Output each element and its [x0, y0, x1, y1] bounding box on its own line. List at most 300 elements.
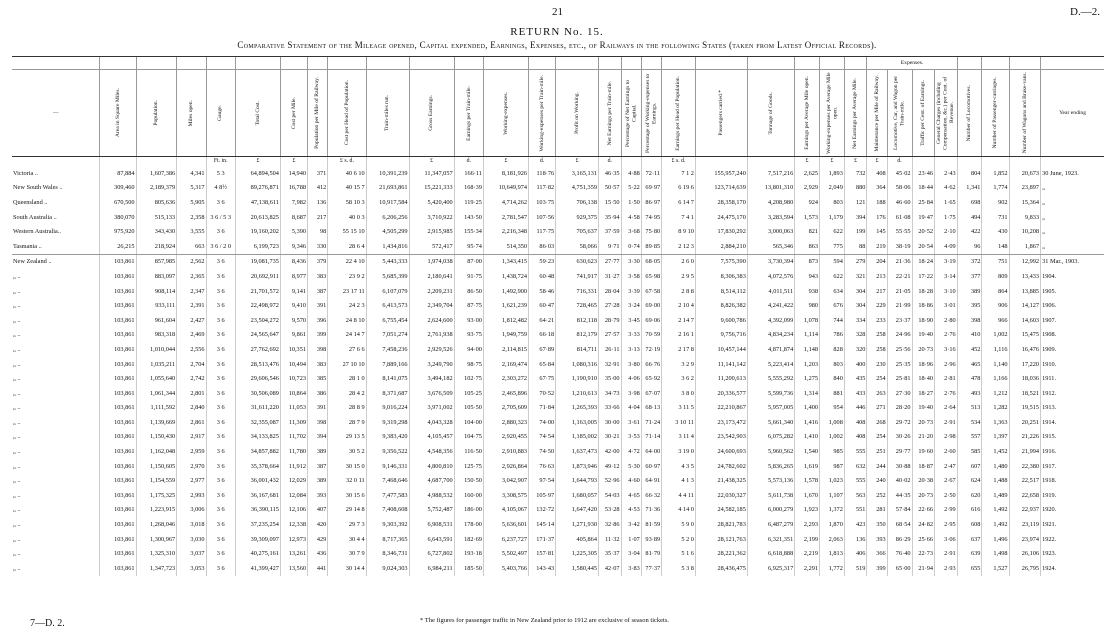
table-cell: 1,867: [1009, 239, 1041, 254]
table-cell: „: [1041, 181, 1104, 196]
group-spacer: [695, 57, 747, 70]
column-header: General Charges (including Compensation, &c.) per Cent. of Revenue.: [935, 70, 958, 157]
table-cell: 2,427: [177, 313, 206, 328]
table-cell: 16,476: [1009, 342, 1041, 357]
table-cell: 21·36: [887, 254, 912, 269]
table-cell: 67·75: [529, 371, 556, 386]
table-cell: 961,604: [136, 313, 177, 328]
table-cell: 22·73: [912, 546, 935, 561]
table-cell: 430: [982, 224, 1009, 239]
table-cell: 23,504,272: [235, 313, 280, 328]
table-cell: 36,167,681: [235, 488, 280, 503]
table-cell: 1910.: [1041, 357, 1104, 372]
table-cell: 28 1 0: [328, 371, 366, 386]
unit-cell: [621, 157, 641, 167]
table-cell: 27 6 6: [328, 342, 366, 357]
table-cell: 751: [982, 254, 1009, 269]
table-cell: 81·59: [641, 517, 661, 532]
table-cell: 1,573: [795, 210, 820, 225]
table-cell: 9,570: [280, 313, 307, 328]
table-cell: 6,908,531: [409, 517, 454, 532]
table-cell: 1,893: [820, 166, 845, 181]
table-cell: 33·66: [598, 401, 621, 416]
table-cell: 69·06: [641, 313, 661, 328]
table-cell: 35·94: [598, 210, 621, 225]
unit-cell: [177, 157, 206, 167]
table-cell: 268: [867, 415, 887, 430]
table-cell: 1,434,816: [366, 239, 409, 254]
table-cell: 966: [982, 313, 1009, 328]
table-cell: 96: [957, 239, 982, 254]
table-cell: 53·28: [598, 503, 621, 518]
table-cell: 565,346: [747, 239, 794, 254]
table-cell: 3,308,575: [483, 488, 528, 503]
table-row: [12, 195, 1104, 210]
table-cell: 28 7 9: [328, 415, 366, 430]
table-cell: 68·13: [641, 401, 661, 416]
group-spacer: [598, 57, 621, 70]
table-cell: 933,111: [136, 298, 177, 313]
state-name-cell: New Zealand ..: [13, 258, 52, 266]
column-header: Earnings per Train-mile.: [454, 70, 483, 157]
table-cell: 1,870: [820, 517, 845, 532]
table-cell: 705,637: [556, 224, 599, 239]
table-cell: 3 6 / 2 0: [206, 239, 235, 254]
table-cell: 321: [844, 269, 867, 284]
table-cell: 103,861: [100, 488, 136, 503]
railway-comparison-table: [12, 56, 1104, 576]
table-cell: 1,008: [820, 415, 845, 430]
table-cell: 20,613,825: [235, 210, 280, 225]
table-cell: 25·84: [912, 195, 935, 210]
table-cell: 902: [982, 195, 1009, 210]
table-row: [12, 561, 1104, 576]
table-cell: 2,556: [177, 342, 206, 357]
table-cell: 4,241,422: [747, 298, 794, 313]
table-cell: 389: [308, 444, 328, 459]
table-cell: 22·66: [912, 503, 935, 518]
table-cell: 40 0 3: [328, 210, 366, 225]
table-cell: 744: [820, 313, 845, 328]
table-cell: 150·50: [454, 473, 483, 488]
column-header: Population.: [136, 70, 177, 157]
table-cell: 72·11: [641, 166, 661, 181]
table-cell: 103,861: [100, 386, 136, 401]
unit-cell: d.: [887, 157, 912, 167]
table-cell: 12,973: [280, 532, 307, 547]
table-cell: 12,992: [1009, 254, 1041, 269]
table-cell: 121: [844, 195, 867, 210]
table-cell: 4,751,359: [556, 181, 599, 196]
table-cell: 6,237,727: [483, 532, 528, 547]
table-cell: 2,742: [177, 371, 206, 386]
table-cell: 1908.: [1041, 328, 1104, 343]
table-cell: 655: [957, 561, 982, 576]
table-cell: 46·60: [887, 195, 912, 210]
table-row: [12, 313, 1104, 328]
table-cell: 1,179: [820, 210, 845, 225]
column-header: Earnings per Average Mile open.: [795, 70, 820, 157]
table-cell: 6,206,256: [366, 210, 409, 225]
table-cell: 9,146,331: [366, 459, 409, 474]
table-cell: 20·54: [912, 239, 935, 254]
table-cell: 94·00: [454, 342, 483, 357]
table-cell: 74·54: [529, 430, 556, 445]
table-cell: 2,391: [177, 298, 206, 313]
table-cell: 119·25: [454, 195, 483, 210]
table-cell: 3·53: [621, 430, 641, 445]
table-cell: 732: [844, 166, 867, 181]
table-cell: 8,306,383: [695, 269, 747, 284]
table-cell: 35·37: [598, 546, 621, 561]
table-cell: 2,199: [795, 532, 820, 547]
table-cell: 1919.: [1041, 488, 1104, 503]
table-cell: 21·20: [912, 430, 935, 445]
table-cell: 2,917: [177, 430, 206, 445]
table-cell: 3 6: [206, 328, 235, 343]
table-cell: 60·97: [641, 459, 661, 474]
table-cell: 40 15 7: [328, 181, 366, 196]
table-cell: 408: [867, 166, 887, 181]
table-cell: 29 7 3: [328, 517, 366, 532]
table-cell: 563: [844, 488, 867, 503]
group-spacer: [280, 57, 307, 70]
table-cell: 2·91: [935, 415, 958, 430]
table-cell: 2,920,455: [483, 430, 528, 445]
table-cell: 607: [957, 459, 982, 474]
table-cell: 8,826,382: [695, 298, 747, 313]
table-cell: 258: [867, 328, 887, 343]
table-cell: 18,521: [1009, 386, 1041, 401]
table-cell: 50·57: [598, 181, 621, 196]
table-cell: 23 9 2: [328, 269, 366, 284]
table-cell: 3·98: [621, 386, 641, 401]
table-cell: 1,492: [982, 517, 1009, 532]
table-cell: 2,840: [177, 401, 206, 416]
table-cell: 3,018: [177, 517, 206, 532]
table-cell: 5,317: [177, 181, 206, 196]
table-cell: 2,303,272: [483, 371, 528, 386]
table-cell: 1,162,048: [136, 444, 177, 459]
table-cell: 29 14 8: [328, 503, 366, 518]
table-cell: 27,762,692: [235, 342, 280, 357]
table-cell: 3 6: [206, 371, 235, 386]
table-cell: 412: [308, 181, 328, 196]
group-spacer: [136, 57, 177, 70]
table-cell: 1,150,430: [136, 430, 177, 445]
table-cell: 36,390,115: [235, 503, 280, 518]
table-cell: 1,372: [820, 503, 845, 518]
table-cell: 3,494,182: [409, 371, 454, 386]
table-cell: 5·22: [621, 181, 641, 196]
state-name-cell: „ ..: [13, 448, 21, 456]
table-cell: 2·76: [935, 386, 958, 401]
table-cell: 1,774: [982, 181, 1009, 196]
page-code: D.—2.: [1070, 6, 1100, 18]
table-cell: 3,710,922: [409, 210, 454, 225]
table-cell: 25·81: [887, 371, 912, 386]
table-cell: 28,221,362: [695, 546, 747, 561]
table-cell: 65·98: [641, 269, 661, 284]
table-cell: 26,215: [100, 239, 136, 254]
table-cell: 1,325,310: [136, 546, 177, 561]
table-cell: 30 June, 1923.: [1041, 166, 1104, 181]
table-cell: 49·12: [598, 459, 621, 474]
table-cell: 594: [820, 254, 845, 269]
group-spacer: [100, 57, 136, 70]
table-cell: 145·14: [529, 517, 556, 532]
table-cell: 64,894,504: [235, 166, 280, 181]
table-cell: 4·65: [621, 488, 641, 503]
column-header: Maintenance per Mile of Railway.: [867, 70, 887, 157]
table-cell: 9,600,786: [695, 313, 747, 328]
table-cell: 1923.: [1041, 546, 1104, 561]
table-cell: 3 6 2: [662, 371, 696, 386]
table-cell: 2,915,985: [409, 224, 454, 239]
table-cell: 102·75: [454, 371, 483, 386]
table-cell: 1,111,592: [136, 401, 177, 416]
table-cell: 515,133: [136, 210, 177, 225]
table-cell: 86·97: [641, 195, 661, 210]
table-cell: 60·47: [529, 298, 556, 313]
table-cell: 3·68: [621, 224, 641, 239]
table-cell: 423: [844, 517, 867, 532]
table-cell: 4·88: [621, 166, 641, 181]
table-cell: 64·21: [529, 313, 556, 328]
table-cell: 1,210,613: [556, 386, 599, 401]
table-cell: 254: [867, 371, 887, 386]
column-header: —: [12, 70, 100, 157]
table-cell: 809: [982, 269, 1009, 284]
table-cell: 25·66: [912, 532, 935, 547]
table-cell: 31,611,220: [235, 401, 280, 416]
table-cell: 1,416: [795, 415, 820, 430]
table-cell: 3 8 0: [662, 386, 696, 401]
table-cell: 15·50: [598, 195, 621, 210]
table-cell: 27·30: [887, 386, 912, 401]
table-cell: 3,555: [177, 224, 206, 239]
table-row: [12, 284, 1104, 299]
table-cell: 67·89: [529, 342, 556, 357]
unit-cell: d.: [598, 157, 621, 167]
table-cell: 7,051,274: [366, 328, 409, 343]
table-cell: 3·14: [935, 269, 958, 284]
table-cell: 3·33: [621, 328, 641, 343]
table-cell: 3 11 4: [662, 430, 696, 445]
table-cell: 42·07: [598, 561, 621, 576]
table-cell: 1,035,211: [136, 357, 177, 372]
table-cell: 20·73: [912, 488, 935, 503]
table-cell: 840: [820, 371, 845, 386]
table-cell: 1,488: [982, 473, 1009, 488]
table-cell: 4,988,532: [409, 488, 454, 503]
table-cell: 4,687,700: [409, 473, 454, 488]
unit-cell: [100, 157, 136, 167]
table-cell: 46·35: [598, 166, 621, 181]
table-cell: 28,121,763: [695, 532, 747, 547]
table-cell: 55 15 10: [328, 224, 366, 239]
table-cell: 2·50: [935, 488, 958, 503]
table-cell: 394: [844, 210, 867, 225]
table-cell: 1·75: [935, 210, 958, 225]
table-cell: 14,940: [280, 166, 307, 181]
table-cell: 21,701,572: [235, 284, 280, 299]
table-cell: 2·60: [935, 444, 958, 459]
state-name-cell: „ ..: [13, 360, 21, 368]
table-cell: 12,084: [280, 488, 307, 503]
state-name-cell: „ ..: [13, 389, 21, 397]
table-cell: 21,994: [1009, 444, 1041, 459]
table-cell: 155,957,240: [695, 166, 747, 181]
table-cell: 23·37: [887, 313, 912, 328]
table-cell: 4,505,299: [366, 224, 409, 239]
table-row: [12, 298, 1104, 313]
table-cell: 389: [957, 284, 982, 299]
table-cell: 10,391,239: [366, 166, 409, 181]
table-cell: 89·85: [641, 239, 661, 254]
table-cell: 14,127: [1009, 298, 1041, 313]
table-row: [12, 224, 1104, 239]
column-header: Total Cost.: [235, 70, 280, 157]
table-cell: 22,380: [1009, 459, 1041, 474]
table-cell: 983,318: [136, 328, 177, 343]
table-cell: 5 1 6: [662, 546, 696, 561]
return-subtitle: Comparative Statement of the Mileage opened, Capital expended, Earnings, Expenses, etc., of Railways in the following States (taken from Latest Official Records).: [237, 40, 877, 50]
table-cell: 1,580,445: [556, 561, 599, 576]
table-cell: 1,148: [795, 342, 820, 357]
column-header: Number of Wagons and Brake-vans.: [1009, 70, 1041, 157]
table-row: [12, 328, 1104, 343]
table-cell: 1,410: [795, 430, 820, 445]
table-cell: 7,517,216: [747, 166, 794, 181]
table-cell: 864: [982, 284, 1009, 299]
table-cell: 391: [308, 401, 328, 416]
table-cell: 4,392,099: [747, 313, 794, 328]
table-cell: „: [1041, 239, 1104, 254]
table-row: [12, 430, 1104, 445]
table-cell: 67·58: [641, 284, 661, 299]
table-cell: 985: [820, 444, 845, 459]
table-cell: 5·30: [621, 459, 641, 474]
table-cell: 5,960,562: [747, 444, 794, 459]
table-cell: 89,276,871: [235, 181, 280, 196]
table-cell: 29·77: [887, 444, 912, 459]
table-cell: 9,410: [280, 298, 307, 313]
table-cell: 3 6 / 5 3: [206, 210, 235, 225]
unit-cell: [957, 157, 982, 167]
unit-cell: [366, 157, 409, 167]
table-cell: 2·10: [935, 224, 958, 239]
state-name-cell: „ ..: [13, 491, 21, 499]
state-name-cell: „ ..: [13, 418, 21, 426]
table-cell: 68·54: [887, 517, 912, 532]
group-spacer: [1041, 57, 1104, 70]
table-cell: 616: [957, 503, 982, 518]
table-cell: 30·88: [887, 459, 912, 474]
table-cell: 343,430: [136, 224, 177, 239]
table-cell: 27 10 10: [328, 357, 366, 372]
table-cell: 4 3 5: [662, 459, 696, 474]
table-cell: 2,861: [177, 415, 206, 430]
table-cell: 37,235,254: [235, 517, 280, 532]
table-cell: 379: [308, 254, 328, 269]
column-header: Percentage of Net Earnings to Capital.: [621, 70, 641, 157]
group-spacer: [957, 57, 982, 70]
table-cell: 20,692,911: [235, 269, 280, 284]
table-cell: 3·83: [621, 561, 641, 576]
table-cell: 22,498,972: [235, 298, 280, 313]
table-cell: 86·29: [887, 532, 912, 547]
table-cell: 1,185,002: [556, 430, 599, 445]
table-cell: 71·24: [641, 415, 661, 430]
column-header: Traffic per Cent. of Earnings.: [912, 70, 935, 157]
table-cell: 24·82: [912, 517, 935, 532]
table-cell: 1,166: [982, 371, 1009, 386]
table-cell: 20·52: [912, 224, 935, 239]
table-row: [12, 269, 1104, 284]
table-cell: 24 14 7: [328, 328, 366, 343]
table-cell: 1,203: [795, 357, 820, 372]
group-spacer: [177, 57, 206, 70]
table-cell: 407: [308, 503, 328, 518]
table-row: [12, 342, 1104, 357]
table-cell: 7,575,390: [695, 254, 747, 269]
table-cell: 987: [820, 459, 845, 474]
table-cell: 24,475,170: [695, 210, 747, 225]
table-cell: 30·26: [887, 430, 912, 445]
table-cell: 97·54: [529, 473, 556, 488]
table-cell: 2·93: [935, 561, 958, 576]
table-cell: 143·43: [529, 561, 556, 576]
group-spacer: [206, 57, 235, 70]
table-cell: 3 6: [206, 386, 235, 401]
table-cell: 93·89: [641, 532, 661, 547]
table-cell: 93·75: [454, 328, 483, 343]
table-cell: 23,974: [1009, 532, 1041, 547]
table-cell: 103,861: [100, 357, 136, 372]
table-cell: 706,138: [556, 195, 599, 210]
table-cell: „: [1041, 224, 1104, 239]
table-cell: 160·00: [454, 488, 483, 503]
table-cell: 105·25: [454, 386, 483, 401]
table-cell: 188: [867, 195, 887, 210]
table-cell: 95·74: [454, 239, 483, 254]
table-cell: 1,489: [982, 488, 1009, 503]
table-cell: 698: [957, 195, 982, 210]
table-row: [12, 181, 1104, 196]
table-cell: 1,139,669: [136, 415, 177, 430]
table-cell: 2,291: [795, 561, 820, 576]
table-cell: 103,861: [100, 371, 136, 386]
state-name-cell: „ ..: [13, 550, 21, 558]
table-cell: 13,801,310: [747, 181, 794, 196]
table-cell: 3,971,002: [409, 401, 454, 416]
table-cell: 1906.: [1041, 298, 1104, 313]
table-cell: 1,498: [982, 546, 1009, 561]
state-name-cell: „ ..: [13, 462, 21, 470]
table-cell: 229: [867, 298, 887, 313]
table-cell: 69·00: [641, 298, 661, 313]
table-cell: 1,492,900: [483, 284, 528, 299]
table-cell: 25·56: [887, 342, 912, 357]
table-cell: 1,873,946: [556, 459, 599, 474]
table-row: [12, 517, 1104, 532]
table-cell: 857,985: [136, 254, 177, 269]
table-cell: 59·23: [529, 254, 556, 269]
table-cell: 5,573,136: [747, 473, 794, 488]
table-cell: 2 8 8: [662, 284, 696, 299]
table-cell: 3 6: [206, 401, 235, 416]
